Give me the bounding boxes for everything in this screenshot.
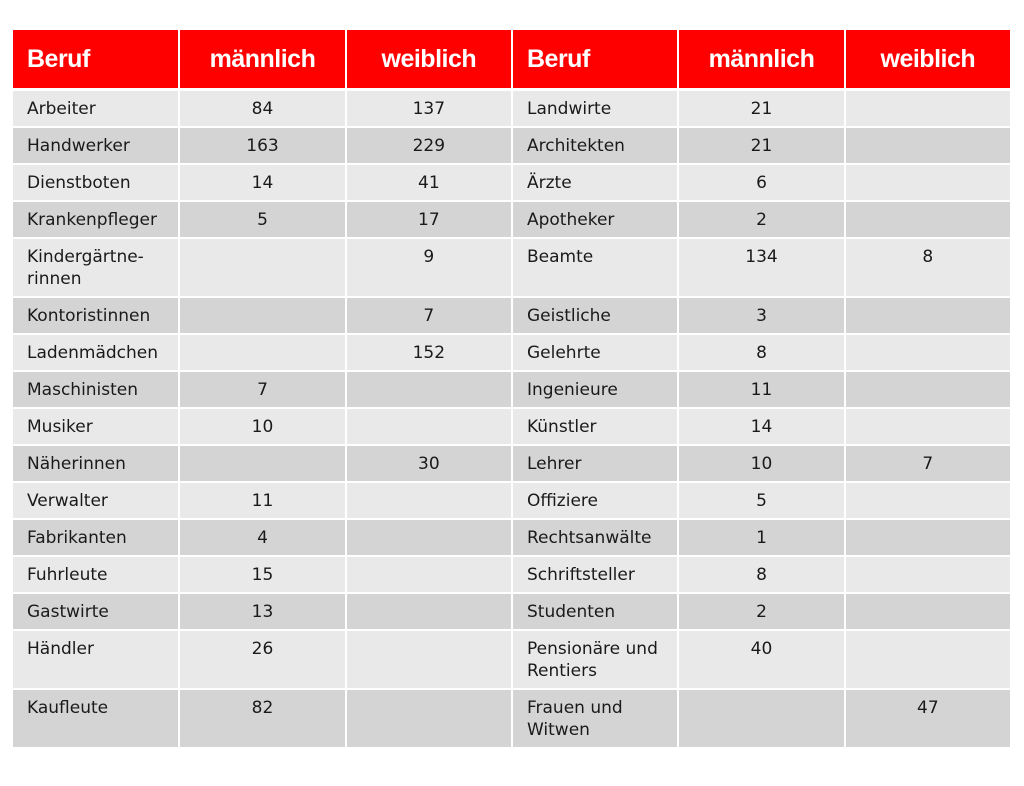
header-beruf-right: Beruf — [512, 30, 678, 90]
weiblich-left-cell — [346, 408, 512, 445]
weiblich-right-cell — [845, 593, 1010, 630]
beruf-left-cell: Kindergärtne-rinnen — [13, 238, 179, 297]
header-weiblich-left: weiblich — [346, 30, 512, 90]
weiblich-right-cell — [845, 482, 1010, 519]
maennlich-left-cell: 163 — [179, 127, 345, 164]
table-row — [13, 445, 1010, 482]
beruf-right-cell: Schriftsteller — [512, 556, 678, 593]
table-row — [13, 90, 1010, 128]
table-row — [13, 334, 1010, 371]
maennlich-left-cell: 84 — [179, 90, 345, 128]
weiblich-left-cell: 137 — [346, 90, 512, 128]
beruf-right-cell: Gelehrte — [512, 334, 678, 371]
header-weiblich-right: weiblich — [845, 30, 1010, 90]
weiblich-left-cell — [346, 556, 512, 593]
maennlich-left-cell — [179, 238, 345, 297]
weiblich-right-cell — [845, 90, 1010, 128]
weiblich-right-cell — [845, 408, 1010, 445]
maennlich-left-cell: 11 — [179, 482, 345, 519]
weiblich-right-cell — [845, 630, 1010, 689]
table-header — [13, 30, 1010, 90]
weiblich-left-cell: 9 — [346, 238, 512, 297]
maennlich-right-cell — [678, 689, 844, 748]
maennlich-right-cell: 6 — [678, 164, 844, 201]
table-row — [13, 630, 1010, 689]
weiblich-left-cell — [346, 482, 512, 519]
maennlich-right-cell: 5 — [678, 482, 844, 519]
beruf-right-cell: Ingenieure — [512, 371, 678, 408]
weiblich-left-cell — [346, 371, 512, 408]
header-maennlich-left: männlich — [179, 30, 345, 90]
beruf-right-cell: Beamte — [512, 238, 678, 297]
beruf-left-cell: Kontoristinnen — [13, 297, 179, 334]
table-row — [13, 297, 1010, 334]
maennlich-right-cell: 10 — [678, 445, 844, 482]
weiblich-right-cell: 47 — [845, 689, 1010, 748]
beruf-left-cell: Ladenmädchen — [13, 334, 179, 371]
beruf-left-cell: Arbeiter — [13, 90, 179, 128]
table-row — [13, 127, 1010, 164]
weiblich-right-cell — [845, 371, 1010, 408]
maennlich-right-cell: 8 — [678, 556, 844, 593]
table-row — [13, 593, 1010, 630]
table-row — [13, 482, 1010, 519]
maennlich-right-cell: 11 — [678, 371, 844, 408]
weiblich-left-cell — [346, 519, 512, 556]
weiblich-right-cell — [845, 297, 1010, 334]
beruf-right-cell: Ärzte — [512, 164, 678, 201]
maennlich-right-cell: 134 — [678, 238, 844, 297]
weiblich-left-cell: 30 — [346, 445, 512, 482]
beruf-left-cell: Händler — [13, 630, 179, 689]
maennlich-right-cell: 40 — [678, 630, 844, 689]
beruf-left-cell: Krankenpfleger — [13, 201, 179, 238]
beruf-left-cell: Fuhrleute — [13, 556, 179, 593]
maennlich-left-cell: 7 — [179, 371, 345, 408]
header-maennlich-right: männlich — [678, 30, 844, 90]
beruf-left-cell: Dienstboten — [13, 164, 179, 201]
beruf-left-cell: Maschinisten — [13, 371, 179, 408]
weiblich-left-cell — [346, 630, 512, 689]
beruf-right-cell: Offiziere — [512, 482, 678, 519]
maennlich-right-cell: 1 — [678, 519, 844, 556]
weiblich-left-cell: 229 — [346, 127, 512, 164]
maennlich-right-cell: 14 — [678, 408, 844, 445]
maennlich-left-cell — [179, 334, 345, 371]
weiblich-left-cell — [346, 593, 512, 630]
maennlich-left-cell — [179, 445, 345, 482]
table-row — [13, 238, 1010, 297]
maennlich-right-cell: 21 — [678, 90, 844, 128]
beruf-left-cell: Gastwirte — [13, 593, 179, 630]
table-row — [13, 556, 1010, 593]
table-body — [13, 90, 1010, 749]
beruf-right-cell: Studenten — [512, 593, 678, 630]
maennlich-left-cell: 5 — [179, 201, 345, 238]
beruf-right-cell: Künstler — [512, 408, 678, 445]
beruf-left-cell: Handwerker — [13, 127, 179, 164]
beruf-right-cell: Rechtsanwälte — [512, 519, 678, 556]
maennlich-left-cell: 82 — [179, 689, 345, 748]
weiblich-left-cell: 41 — [346, 164, 512, 201]
maennlich-right-cell: 8 — [678, 334, 844, 371]
weiblich-left-cell: 17 — [346, 201, 512, 238]
weiblich-left-cell: 7 — [346, 297, 512, 334]
weiblich-left-cell: 152 — [346, 334, 512, 371]
table-row — [13, 201, 1010, 238]
weiblich-right-cell — [845, 334, 1010, 371]
maennlich-left-cell: 4 — [179, 519, 345, 556]
maennlich-left-cell: 13 — [179, 593, 345, 630]
weiblich-right-cell — [845, 519, 1010, 556]
table-row — [13, 408, 1010, 445]
table-row — [13, 689, 1010, 748]
table-row — [13, 519, 1010, 556]
weiblich-right-cell — [845, 556, 1010, 593]
maennlich-left-cell: 15 — [179, 556, 345, 593]
beruf-left-cell: Musiker — [13, 408, 179, 445]
table-row — [13, 371, 1010, 408]
weiblich-right-cell — [845, 164, 1010, 201]
beruf-right-cell: Lehrer — [512, 445, 678, 482]
weiblich-right-cell — [845, 201, 1010, 238]
maennlich-left-cell: 10 — [179, 408, 345, 445]
table-row — [13, 164, 1010, 201]
maennlich-right-cell: 3 — [678, 297, 844, 334]
maennlich-right-cell: 2 — [678, 593, 844, 630]
weiblich-left-cell — [346, 689, 512, 748]
beruf-right-cell: Architekten — [512, 127, 678, 164]
beruf-left-cell: Kaufleute — [13, 689, 179, 748]
beruf-right-cell: Apotheker — [512, 201, 678, 238]
maennlich-right-cell: 2 — [678, 201, 844, 238]
header-row — [13, 30, 1010, 90]
beruf-left-cell: Verwalter — [13, 482, 179, 519]
maennlich-left-cell: 26 — [179, 630, 345, 689]
weiblich-right-cell — [845, 127, 1010, 164]
weiblich-right-cell: 7 — [845, 445, 1010, 482]
header-beruf-left: Beruf — [13, 30, 179, 90]
beruf-right-cell: Landwirte — [512, 90, 678, 128]
maennlich-left-cell — [179, 297, 345, 334]
beruf-right-cell: Frauen und Witwen — [512, 689, 678, 748]
beruf-right-cell: Geistliche — [512, 297, 678, 334]
maennlich-left-cell: 14 — [179, 164, 345, 201]
occupation-table — [13, 30, 1010, 749]
maennlich-right-cell: 21 — [678, 127, 844, 164]
beruf-left-cell: Fabrikanten — [13, 519, 179, 556]
beruf-left-cell: Näherinnen — [13, 445, 179, 482]
beruf-right-cell: Pensionäre und Rentiers — [512, 630, 678, 689]
weiblich-right-cell: 8 — [845, 238, 1010, 297]
